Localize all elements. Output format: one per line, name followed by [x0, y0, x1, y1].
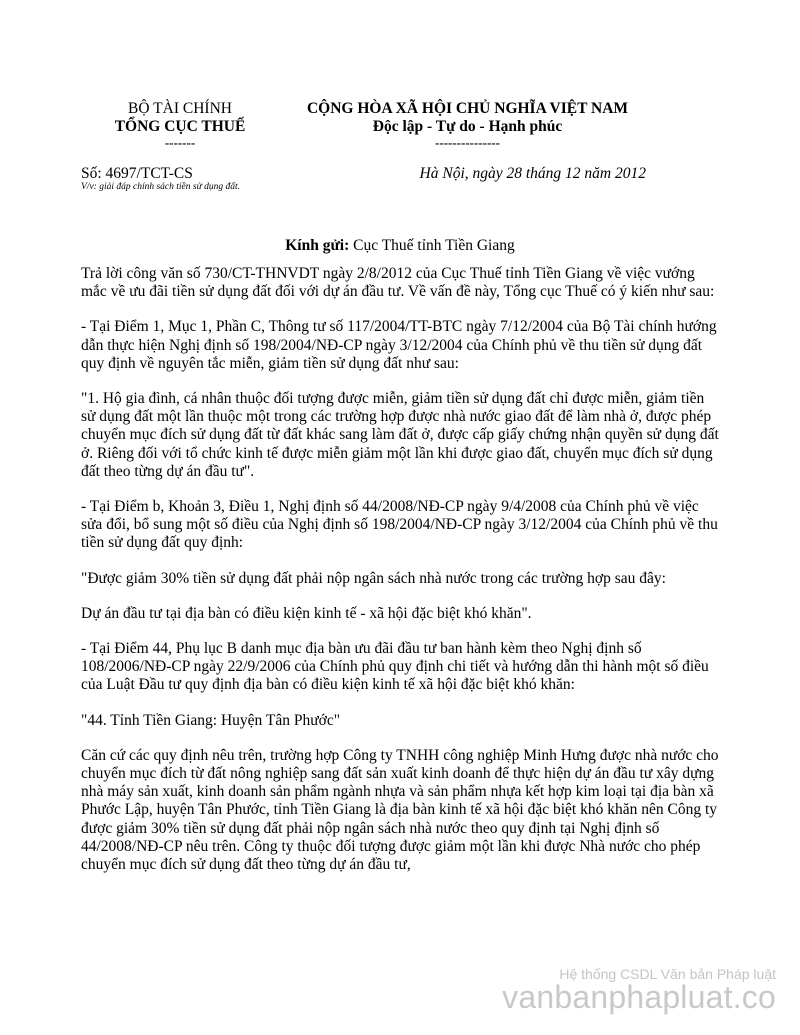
body-paragraph: "Được giảm 30% tiền sử dụng đất phải nộp ngân sách nhà nước trong các trường hợp sau đây: — [81, 569, 666, 587]
body-paragraph: "44. Tỉnh Tiền Giang: Huyện Tân Phước" — [81, 711, 341, 729]
body-paragraph: Trả lời công văn số 730/CT-THNVDT ngày 2/8/2012 của Cục Thuế tỉnh Tiền Giang về việc vướng mắc về ưu đãi tiền sử dụng đất đối với dự án đầu tư. Về vấn đề này, Tổng cục Thuế có ý kiến như sau: — [81, 265, 715, 301]
recipient-label: Kính gửi: — [285, 237, 350, 254]
document-body — [81, 265, 721, 891]
watermark-site: vanbanphapluat.co — [502, 979, 776, 1015]
document-subject: V/v: giải đáp chính sách tiền sử dụng đất. — [81, 182, 241, 192]
nation-title: CỘNG HÒA XÃ HỘI CHỦ NGHĨA VIỆT NAM — [306, 100, 629, 117]
issuer-rule: ------- — [164, 135, 196, 150]
recipient-line — [0, 237, 800, 255]
place-date: Hà Nội, ngày 28 tháng 12 năm 2012 — [419, 165, 646, 182]
recipient-name: Cục Thuế tỉnh Tiền Giang — [349, 237, 515, 254]
nation-block — [290, 100, 645, 150]
body-paragraph: - Tại Điểm 1, Mục 1, Phần C, Thông tư số 117/2004/TT-BTC ngày 7/12/2004 của Bộ Tài chính hướng dẫn thực hiện Nghị định số 198/2004/NĐ-CP ngày 3/12/2004 của Chính phủ về thu tiền sử dụng đất quy định về nguyên tắc miễn, giảm tiền sử dụng đất như sau: — [81, 318, 717, 372]
body-paragraph: - Tại Điểm 44, Phụ lục B danh mục địa bàn ưu đãi đầu tư ban hành kèm theo Nghị định số 108/2006/NĐ-CP ngày 22/9/2006 của Chính phủ quy định chi tiết và hướng dẫn thi hành một số điều của Luật Đầu tư quy định địa bàn có điều kiện kinh tế xã hội đặc biệt khó khăn: — [81, 640, 709, 694]
body-paragraph: "1. Hộ gia đình, cá nhân thuộc đối tượng được miễn, giảm tiền sử dụng đất chỉ được miễn, giảm tiền sử dụng đất một lần thuộc một trong các trường hợp được nhà nước giao đất để làm nhà ở, được phép chuyển mục đích sử dụng đất từ đất khác sang làm đất ở, được cấp giấy chứng nhận quyền sử dụng đất ở. Riêng đối với tổ chức kinh tế được miễn giảm một lần khi được giao đất, chuyển mục đích sử dụng đất theo từng dự án đầu tư". — [81, 390, 719, 480]
body-paragraph: Căn cứ các quy định nêu trên, trường hợp Công ty TNHH công nghiệp Minh Hưng được nhà nước cho chuyển mục đích từ đất nông nghiệp sang đất sản xuất kinh doanh để thực hiện dự án đầu tư xây dựng nhà máy sản xuất, kinh doanh sản phẩm ngành nhựa và sản phẩm nhựa kết hợp kim loại tại địa bàn xã Phước Lập, huyện Tân Phước, tỉnh Tiền Giang là địa bàn kinh tế xã hội đặc biệt khó khăn nên Công ty được giảm 30% tiền sử dụng đất phải nộp ngân sách nhà nước theo quy định tại Nghị định số 44/2008/NĐ-CP nêu trên. Công ty thuộc đối tượng được giảm một lần khi được Nhà nước cho phép chuyển mục đích sử dụng đất theo từng dự án đầu tư, — [81, 746, 719, 874]
document-number: Số: 4697/TCT-CS — [81, 165, 193, 182]
issuer-block — [100, 100, 260, 150]
nation-rule: --------------- — [435, 135, 500, 150]
nation-motto: Độc lập - Tự do - Hạnh phúc — [372, 118, 563, 135]
ministry-name: BỘ TÀI CHÍNH — [128, 100, 232, 117]
body-paragraph: Dự án đầu tư tại địa bàn có điều kiện kinh tế - xã hội đặc biệt khó khăn". — [81, 604, 532, 622]
department-name: TỔNG CỤC THUẾ — [114, 118, 246, 135]
watermark-caption: Hệ thống CSDL Văn bản Pháp luật — [559, 966, 776, 982]
body-paragraph: - Tại Điểm b, Khoản 3, Điều 1, Nghị định số 44/2008/NĐ-CP ngày 9/4/2008 của Chính phủ về việc sửa đổi, bổ sung một số điều của Nghị định số 198/2004/NĐ-CP ngày 3/12/2004 của Chính phủ về thu tiền sử dụng đất quy định: — [81, 498, 718, 552]
